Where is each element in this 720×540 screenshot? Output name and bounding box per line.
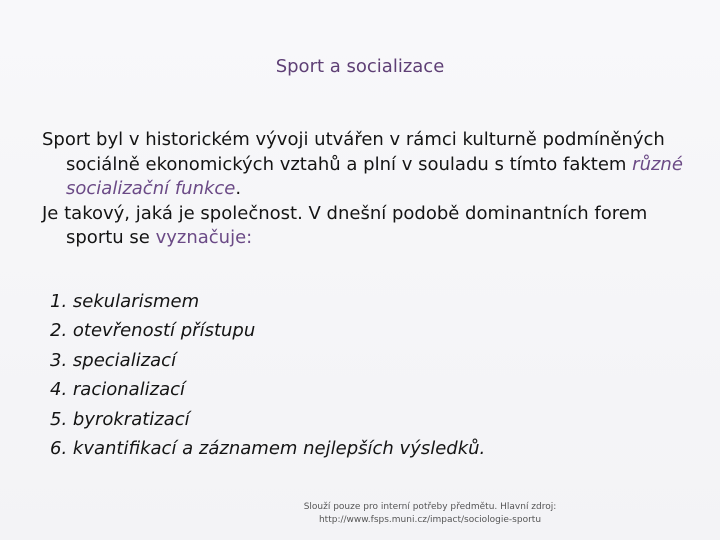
paragraph-1-text: Sport byl v historickém vývoji utvářen v rámci kulturně podmíněných sociálně ekonomických vztahů a plní v souladu s tímto faktem xyxy=(42,129,665,175)
paragraph-1-highlight: různé socializační funkce xyxy=(66,153,683,199)
numbered-list xyxy=(50,287,690,463)
footer-line-1: Slouží pouze pro interní potřeby předmětu. Hlavní zdroj: xyxy=(303,502,557,512)
list-item: 3. specializací xyxy=(50,349,177,371)
paragraph-2-highlight: vyznačuje: xyxy=(155,227,253,248)
list-item: 1. sekularismem xyxy=(50,291,200,312)
list-item: 6. kvantifikací a záznamem nejlepších výsledků. xyxy=(50,438,486,460)
footer-note xyxy=(270,501,590,527)
footer-source-link[interactable]: http://www.fsps.muni.cz/impact/sociologie-sportu xyxy=(318,515,542,525)
list-item: 5. byrokratizací xyxy=(50,408,190,430)
paragraph-2 xyxy=(42,202,702,251)
list-item: 4. racionalizací xyxy=(50,379,186,401)
slide-title: Sport a socializace xyxy=(275,56,445,77)
list-item: 2. otevřeností přístupu xyxy=(50,320,256,342)
paragraph-1 xyxy=(42,128,702,202)
slide-body xyxy=(42,128,702,251)
paragraph-2-text: Je takový, jaká je společnost. V dnešní podobě dominantních forem sportu se xyxy=(42,202,648,248)
paragraph-1-end: . xyxy=(235,178,242,199)
